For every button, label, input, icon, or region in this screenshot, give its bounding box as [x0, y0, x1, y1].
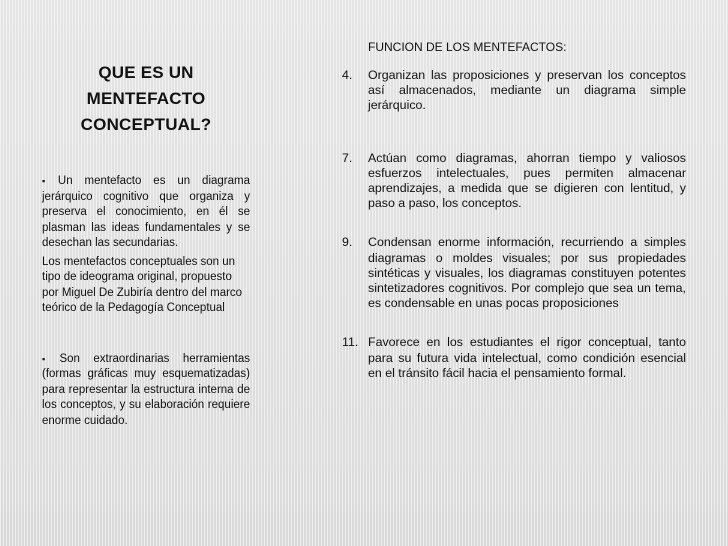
- list-item: [342, 335, 686, 381]
- item-text: Condensan enorme información, recurriendo a simples diagramas o moldes visuales; por sus propiedades sintéticas y visuales, los diagramas constituyen potentes sintetizadores cognitivos. Por complejo que sea un tema, es condensable en unas pocas proposiciones: [368, 235, 686, 311]
- left-title: QUE ES UN MENTEFACTO CONCEPTUAL?: [80, 63, 212, 134]
- item-number: 4.: [342, 68, 353, 82]
- left-column: [42, 60, 250, 429]
- origin-paragraph: Los mentefactos conceptuales son un tipo de ideograma original, propuesto por Miguel De Zubiría dentro del marco teórico de la Pedagogía Conceptual: [42, 255, 243, 314]
- definition-text: Un mentefacto es un diagrama jerárquico cognitivo que organiza y preserva el conocimiento, en él se plasman las ideas fundamentales y se desechan las secundarias.: [42, 175, 250, 249]
- tools-paragraph: [42, 352, 250, 430]
- item-text: Actúan como diagramas, ahorran tiempo y valiosos esfuerzos intelectuales, pues permiten almacenar aprendizajes, a medida que se digieren con lentitud, y paso a paso, los conceptos.: [368, 150, 686, 211]
- definition-paragraph: [42, 174, 250, 252]
- list-item: [342, 151, 686, 212]
- item-text: Organizan las proposiciones y preservan los conceptos así almacenados, mediante un diagrama simple jerárquico.: [368, 68, 686, 113]
- bullet-icon: ▪: [42, 353, 56, 364]
- item-number: 11.: [342, 335, 359, 350]
- list-item: [342, 235, 686, 311]
- tools-text: Son extraordinarias herramientas (formas gráficas muy esquematizadas) para representar la estructura interna de los conceptos, y su elaboración requiere enorme cuidado.: [42, 352, 250, 427]
- right-title: FUNCION DE LOS MENTEFACTOS:: [368, 40, 567, 54]
- bullet-icon: ▪: [42, 176, 54, 186]
- item-text: Favorece en los estudiantes el rigor conceptual, tanto para su futura vida intelectual, como condición esencial en el tránsito fácil hacia el pensamiento formal.: [368, 335, 686, 380]
- item-number: 9.: [342, 235, 353, 250]
- list-item: [342, 68, 686, 114]
- item-number: 7.: [342, 150, 353, 165]
- right-column: [342, 40, 686, 381]
